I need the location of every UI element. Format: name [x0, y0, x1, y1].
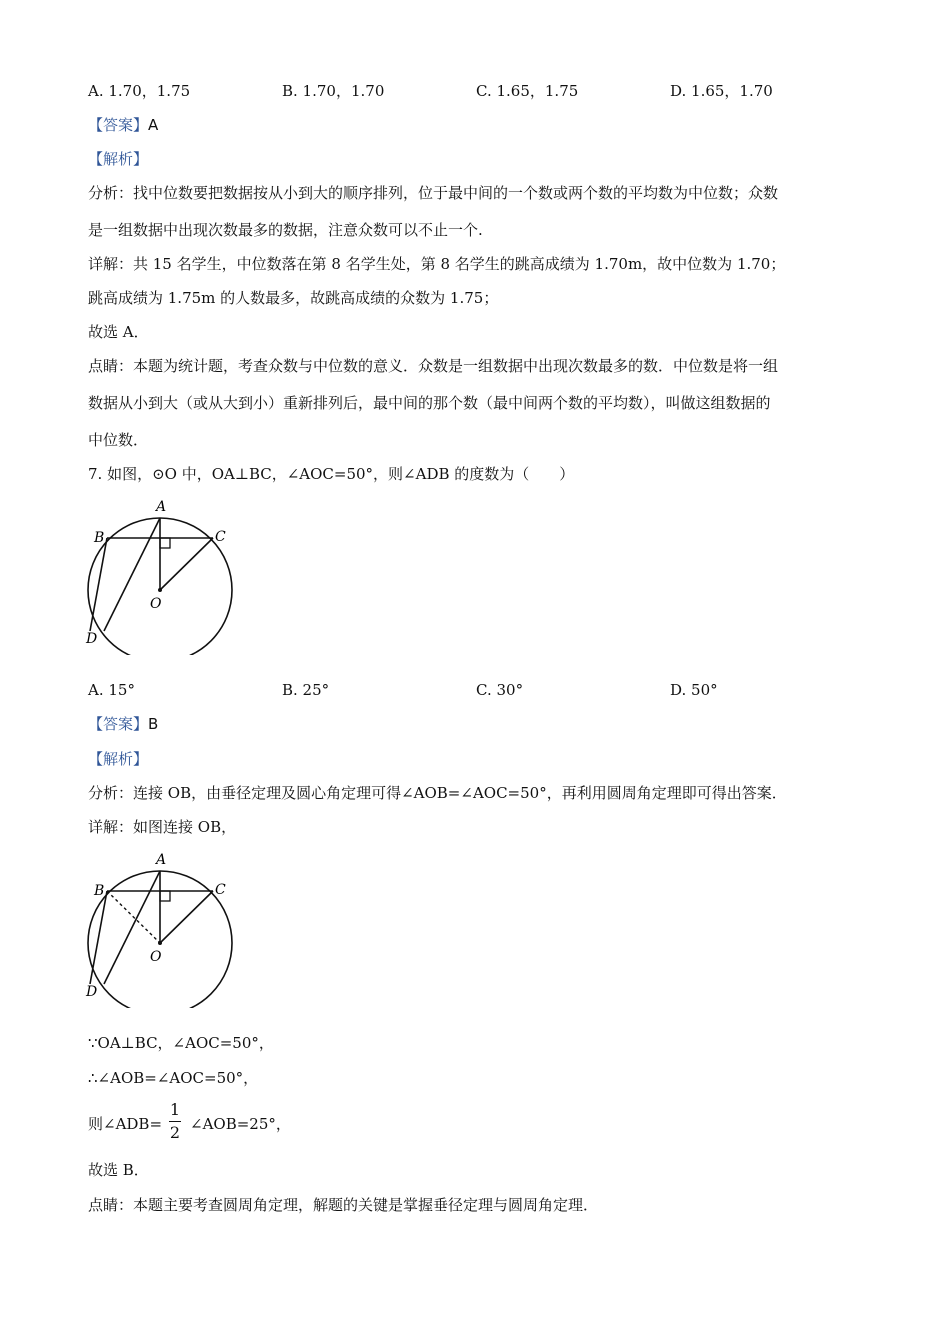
q6-line: 故选 A． — [88, 323, 149, 341]
label-o: O — [150, 596, 162, 612]
q6-analysis-tag: 【解析】 — [88, 150, 149, 168]
q7-tip: 点睛：本题主要考查圆周角定理，解题的关键是掌握垂径定理与圆周角定理． — [88, 1196, 599, 1214]
fraction-bar — [169, 1121, 181, 1122]
segment-oc — [160, 891, 213, 943]
q7-circle-figure — [80, 495, 240, 655]
q7-step-3-prefix: 则∠ADB= — [88, 1115, 163, 1133]
q7-option-b: B. 25° — [282, 681, 330, 699]
fraction-numerator: 1 — [169, 1100, 181, 1119]
q6-line: 跳高成绩为 1.75m 的人数最多，故跳高成绩的众数为 1.75； — [88, 289, 499, 307]
answer-tag: 【答案】 — [88, 715, 149, 733]
q6-line: 分析：找中位数要把数据按从小到大的顺序排列，位于最中间的一个数或两个数的平均数为中位数；众数 — [88, 184, 779, 202]
q7-detail-intro: 详解：如图连接 OB， — [88, 818, 237, 836]
label-c: C — [215, 529, 226, 545]
q7-option-c: C. 30° — [476, 681, 524, 699]
segment-oc — [160, 538, 213, 590]
q6-option-d: D. 1.65，1.70 — [670, 82, 773, 100]
q6-line: 点睛：本题为统计题，考查众数与中位数的意义．众数是一组数据中出现次数最多的数．中位数是将一组 — [88, 357, 779, 375]
q7-answer-line — [88, 714, 158, 734]
label-d: D — [86, 984, 98, 1000]
q7-conclusion: 故选 B． — [88, 1161, 149, 1179]
q7-step-3-suffix: ∠AOB=25°， — [190, 1115, 291, 1133]
q7-option-a: A. 15° — [88, 681, 135, 699]
q7-solution-figure — [80, 848, 240, 1008]
answer-tag: 【答案】 — [88, 116, 149, 134]
q6-line: 是一组数据中出现次数最多的数据，注意众数可以不止一个. — [88, 221, 483, 239]
q6-answer-line — [88, 115, 158, 135]
center-point — [158, 588, 162, 592]
label-c: C — [215, 882, 226, 898]
label-o: O — [150, 949, 162, 965]
q7-step-2: ∴∠AOB=∠AOC=50°， — [88, 1069, 259, 1087]
q7-analysis-tag: 【解析】 — [88, 750, 149, 768]
right-angle-mark — [160, 538, 170, 548]
q7-step-1: ∵OA⊥BC，∠AOC=50°， — [88, 1034, 274, 1052]
center-point — [158, 941, 162, 945]
q6-option-a: A. 1.70，1.75 — [88, 82, 191, 100]
right-angle-mark — [160, 891, 170, 901]
q6-line: 中位数． — [88, 431, 149, 449]
label-a: A — [156, 499, 167, 515]
q6-option-c: C. 1.65，1.75 — [476, 82, 579, 100]
answer-value: A — [148, 116, 159, 134]
q6-line: 数据从小到大（或从大到小）重新排列后，最中间的那个数（最中间两个数的平均数），叫做这组数据的 — [88, 394, 771, 412]
q7-analysis: 分析：连接 OB，由垂径定理及圆心角定理可得∠AOB=∠AOC=50°，再利用圆周角定理即可得出答案． — [88, 784, 787, 802]
fraction-denominator: 2 — [169, 1123, 181, 1142]
label-b: B — [94, 530, 105, 546]
q6-line: 详解：共 15 名学生，中位数落在第 8 名学生处，第 8 名学生的跳高成绩为 1.70m，故中位数为 1.70； — [88, 255, 786, 273]
q6-option-b: B. 1.70，1.70 — [282, 82, 385, 100]
q7-question: 7. 如图，⊙O 中，OA⊥BC，∠AOC=50°，则∠ADB 的度数为（ ） — [88, 465, 575, 483]
label-d: D — [86, 631, 98, 647]
answer-value: B — [148, 715, 159, 733]
segment-ob-dashed — [107, 891, 160, 943]
q7-option-d: D. 50° — [670, 681, 718, 699]
label-b: B — [94, 883, 105, 899]
label-a: A — [156, 852, 167, 868]
